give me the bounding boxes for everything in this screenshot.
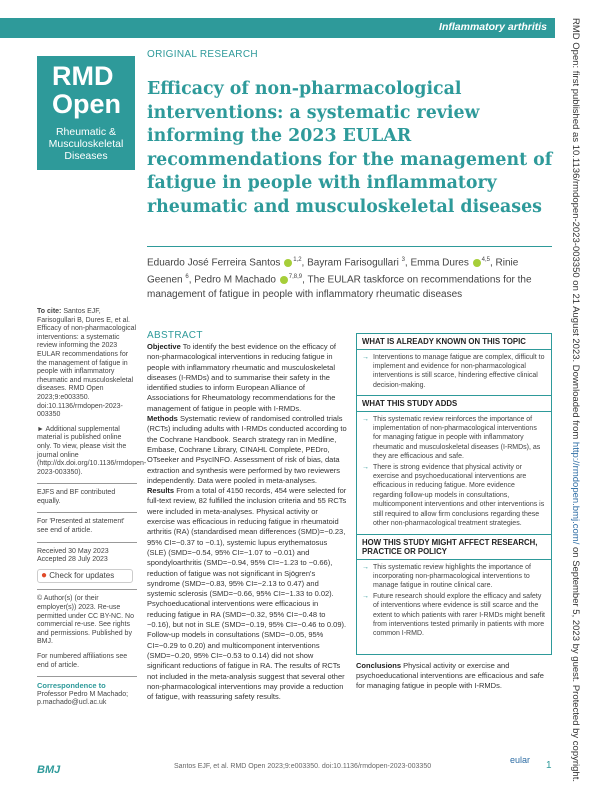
logo-subtitle: Rheumatic & Musculoskeletal Diseases <box>48 126 124 162</box>
download-notice <box>570 18 581 782</box>
author-name: Emma Dures <box>410 257 469 269</box>
methods-text: Systematic review of randomised controlled trials (RCTs) including adults with I-RMDs conducted according to the Cochrane Handbook. Search strategy ran in Medline, Embase, Cochrane Library, CINAHL Complete, PEDro, OTseeker and PsycINFO. Assessment of risk of bias, data extraction and synthesis were performed by two reviewers independently. Data were pooled in meta-analyses. <box>147 414 347 485</box>
affiliations-note: For numbered affiliations see end of article. <box>37 653 128 669</box>
conclusions <box>356 661 552 691</box>
affect-list <box>357 560 551 644</box>
list-item: → Interventions to manage fatigue are complex, difficult to implement and evidence for non-pharmacological interventions is still scarce, hindering effective clinical decision-making. <box>373 353 546 391</box>
received-date: Received 30 May 2023 <box>37 547 109 555</box>
orcid-icon[interactable] <box>280 276 288 284</box>
list-item: → There is strong evidence that physical activity or exercise and psychoeducational interventions are efficacious in reducing fatigue. More evidence regarding follow-up models in consultations, multicomponent interventions and other interventions is still required to allow firm conclusions regarding these other non-pharmacological treatment strategies. <box>373 463 546 529</box>
author-affiliation: 6 <box>185 274 189 281</box>
check-updates-label: Check for updates <box>49 570 115 580</box>
article-title: Efficacy of non-pharmacological interventions: a systematic review informing the 2023 EULAR recommendations for the management of fatigue in people with inflammatory rheumatic and musculoskeletal diseases <box>147 79 553 217</box>
author-affiliation: 4,5 <box>481 257 490 263</box>
correspondence-name: Professor Pedro M Machado; <box>37 690 129 698</box>
journal-section-label: Inflammatory arthritis <box>439 21 547 33</box>
methods-label: Methods <box>147 414 178 424</box>
correspondence-email[interactable]: p.machado@ucl.ac.uk <box>37 699 107 707</box>
taskforce-name: The EULAR taskforce on recommendations for the management of fatigue in people with inflammatory rheumatic diseases <box>147 274 532 300</box>
page-number: 1 <box>546 760 552 771</box>
download-notice-after: on September 5, 2023 by guest. Protected by copyright. <box>570 544 581 782</box>
supplemental-note[interactable]: ► Additional supplemental material is published online only. To view, please visit the journal online (http://dx.doi.org/10.1136/rmdopen-2023-003350). <box>37 425 147 476</box>
sidebar-divider <box>37 483 137 484</box>
author-name: Pedro M Machado <box>194 274 276 286</box>
author-name: Rinie Geenen <box>147 257 519 286</box>
correspondence-heading: Correspondence to <box>37 681 106 691</box>
objective-label: Objective <box>147 342 181 351</box>
sidebar-divider <box>37 676 137 677</box>
sidebar-divider <box>37 542 137 543</box>
abstract-body <box>147 342 347 702</box>
copyright-note: © Author(s) (or their employer(s)) 2023. Re-use permitted under CC BY-NC. No commercial re-use. See rights and permissions. Published by BMJ. <box>37 595 135 646</box>
adds-list <box>357 412 551 534</box>
contribution-note: EJFS and BF contributed equally. <box>37 489 116 505</box>
author-name: Eduardo José Ferreira Santos <box>147 257 281 269</box>
author-affiliation: 1,2 <box>293 257 302 263</box>
known-heading: WHAT IS ALREADY KNOWN ON THIS TOPIC <box>357 334 551 350</box>
presented-note: For 'Presented at statement' see end of article. <box>37 518 125 535</box>
author-affiliation: 3 <box>401 257 405 263</box>
download-notice-before: RMD Open: first published as 10.1136/rmdopen-2023-003350 on 21 August 2023. Downloaded from <box>570 18 581 442</box>
cite-label: To cite: <box>37 308 62 315</box>
eular-logo <box>510 756 530 765</box>
objective-text: To identify the best evidence on the efficacy of non-pharmacological interventions in reducing fatigue in people with inflammatory rheumatic and musculoskeletal diseases (I-RMDs) and to summarise their safety in the identified studies to inform European Alliance of Associations for Rheumatology recommendations for the management of fatigue in people with I-RMDs. <box>147 342 337 413</box>
orcid-icon[interactable] <box>284 259 292 267</box>
accepted-date: Accepted 28 July 2023 <box>37 556 108 564</box>
author-affiliation: 7,8,9 <box>288 274 303 281</box>
conclusions-label: Conclusions <box>356 661 402 670</box>
article-sidebar <box>37 308 147 708</box>
download-link[interactable]: http://rmdopen.bmj.com/ <box>570 441 581 545</box>
cite-block <box>37 308 137 420</box>
author-name: Bayram Farisogullari <box>307 257 399 269</box>
abstract-heading: ABSTRACT <box>147 330 203 341</box>
list-item: → Future research should explore the efficacy and safety of interventions where evidence is still scarce and the extent to which patients with rarer I-RMDs might benefit from interventions tested primarily in patients with more common I-RMD. <box>373 592 546 639</box>
check-updates-icon: ● <box>41 569 48 581</box>
adds-heading: WHAT THIS STUDY ADDS <box>357 395 551 412</box>
affect-heading: HOW THIS STUDY MIGHT AFFECT RESEARCH, PRACTICE OR POLICY <box>357 534 551 560</box>
journal-logo <box>37 56 135 170</box>
check-updates-badge[interactable] <box>37 569 133 584</box>
publisher-logo: BMJ <box>37 764 61 776</box>
list-item: → This systematic review highlights the importance of incorporating non-pharmacological interventions to manage fatigue in routine clinical care. <box>373 563 546 591</box>
cite-text: Santos EJF, Farisogullari B, Dures E, et al. Efficacy of non-pharmacological interventions: a systematic review informing the 2023 EULAR recommendations for the management of fatigue in people with inflammatory rheumatic and musculoskeletal diseases. RMD Open 2023;9:e003350. doi:10.1136/rmdopen-2023-003350 <box>37 308 137 419</box>
known-list <box>357 350 551 396</box>
logo-line-2: Open <box>52 89 122 119</box>
journal-section-bar <box>0 18 555 38</box>
logo-line-1: RMD <box>52 61 114 91</box>
results-text: From a total of 4150 records, 454 were selected for full-text review, 82 fulfilled the inclusion criteria and 55 RCTs were included in meta-analyses. Physical activity or exercise was efficacious in reducing fatigue in rheumatoid arthritis (RA) (standardised mean differences (SMD)=−0.23, 95% CI=−0.37 to −0.1), systemic lupus erythematosus (SLE) (SMD=−0.54, 95% CI=−1.07 to −0.01) and spondyloarthritis (SMD=−0.94, 95% CI=−1.23 to −0.66), reduction of fatigue was not significant in Sjögren's syndrome (SMD=−0.83, 95% CI=−2.13 to 0.47) and systemic sclerosis (SMD=−0.66, 95% CI=−1.33 to 0.02). Psychoeducational interventions were efficacious in reducing fatigue in RA (SMD=−0.32, 95% CI=−0.48 to −0.16), but not in SLE (SMD=−0.19, 95% CI=−0.46 to 0.09). Follow-up models in consultations (SMD=−0.05, 95% CI=−0.29 to 0.20) and multicomponent interventions (SMD=−0.20, 95% CI=−0.53 to 0.14) did not show significant reductions of fatigue in RA. The results of RCTs not included in the meta-analysis suggest that several other non-pharmacological interventions may provide a reduction of fatigue, with reassuring safety results. <box>147 486 347 702</box>
conclusions-text: Physical activity or exercise and psychoeducational interventions are efficacious and safe for managing fatigue in people with I-RMDs. <box>356 661 544 690</box>
sidebar-divider <box>37 589 137 590</box>
footer-citation: Santos EJF, et al. RMD Open 2023;9:e003350. doi:10.1136/rmdopen-2023-003350 <box>174 763 432 770</box>
key-messages-box <box>356 333 552 655</box>
orcid-icon[interactable] <box>473 259 481 267</box>
sidebar-divider <box>37 512 137 513</box>
author-list: Eduardo José Ferreira Santos $^{1,2}$, Bayram Farisogullari $^3$, Emma Dures $^{4,5}$, Rinie Geenen $^6$, Pedro M Machado $^{7,8,9}$, The EULAR taskforce on recommendations for the management of fatigue in people with inflammatory rheumatic diseases <box>147 257 532 300</box>
eular-wordmark: eular <box>510 755 531 765</box>
title-divider <box>147 246 552 247</box>
results-label: Results <box>147 486 175 496</box>
list-item: → This systematic review reinforces the importance of implementation of non-pharmacological interventions for managing fatigue in people with inflammatory rheumatic and musculoskeletal diseases (I-RMDs), as they are efficacious and safe. <box>373 415 546 462</box>
article-type: ORIGINAL RESEARCH <box>147 49 258 60</box>
